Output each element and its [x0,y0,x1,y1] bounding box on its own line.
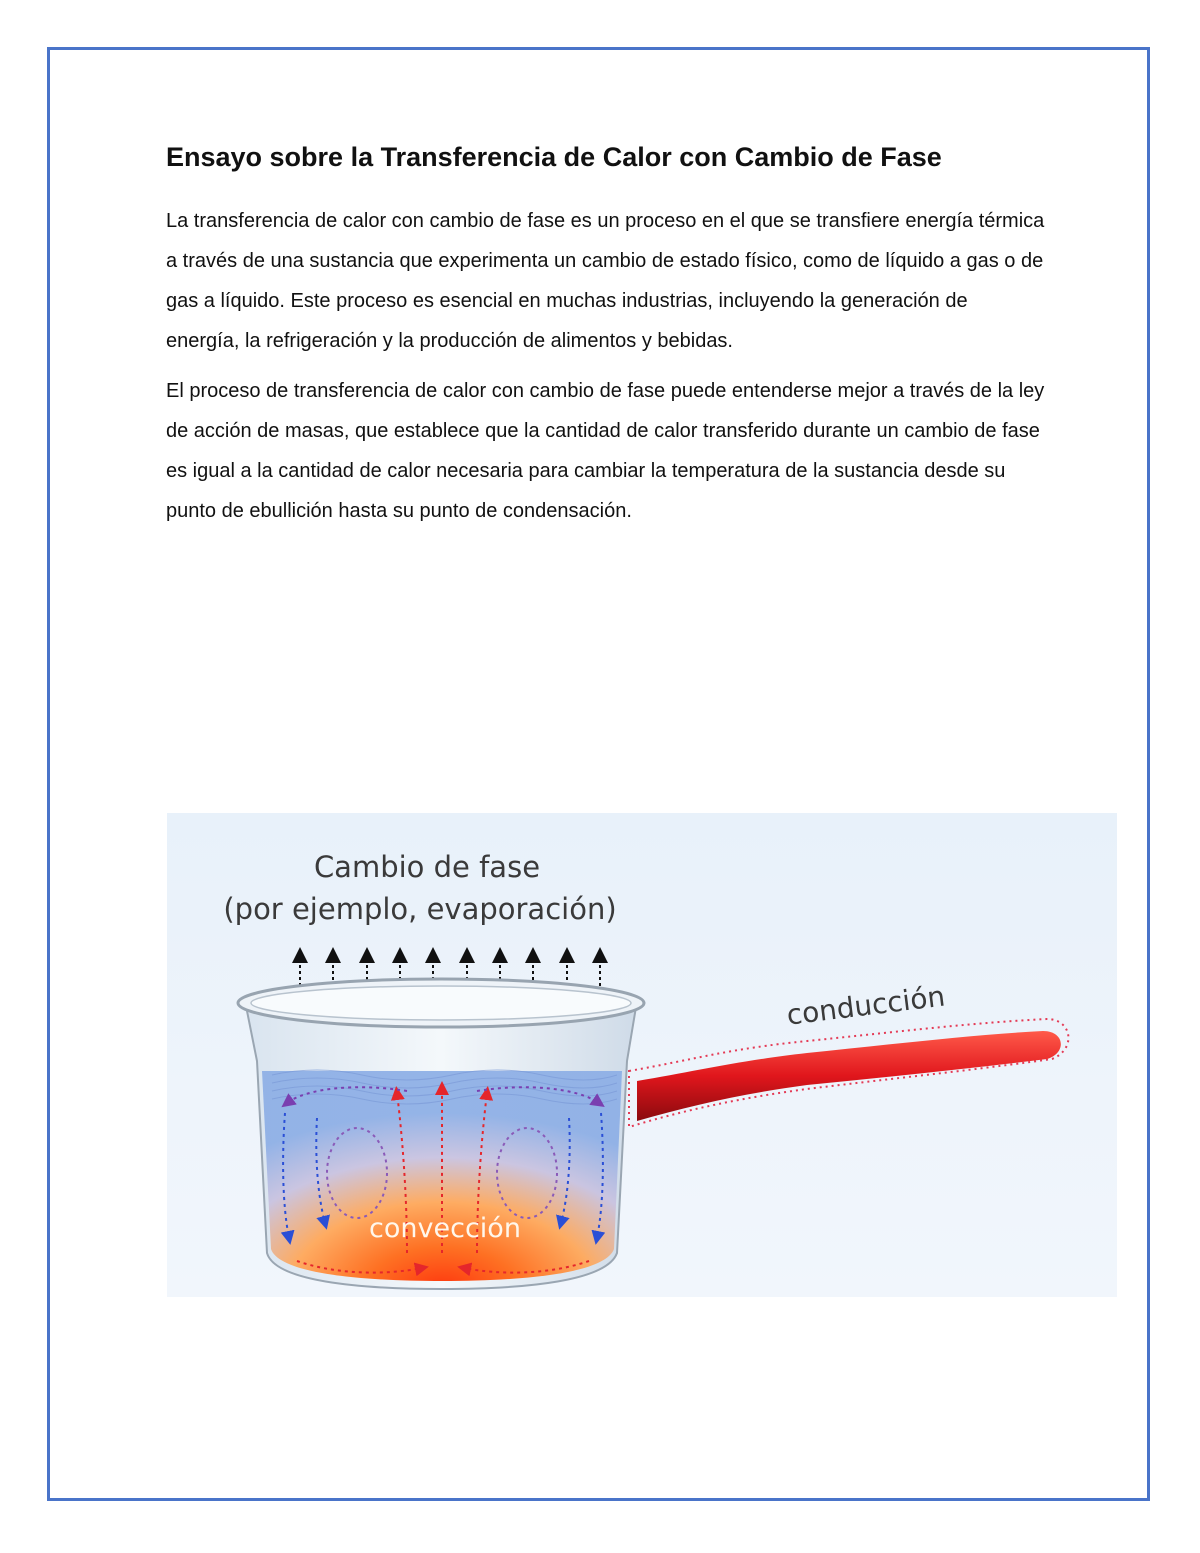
document-title: Ensayo sobre la Transferencia de Calor con Cambio de Fase [166,142,942,172]
heat-transfer-illustration [167,813,1117,1297]
phase-change-label: Cambio de fase [313,850,541,884]
paragraph-1: La transferencia de calor con cambio de fase es un proceso en el que se transfiere energía térmica a través de una sustancia que experimenta un cambio de estado físico, como de líquido a gas o de gas a líquido. Este proceso es esencial en muchas industrias, incluyendo la generación de energía, la refrigeración y la producción de alimentos y bebidas. [166,210,1045,352]
conduction-label: conducción [784,979,947,1032]
document-body [166,130,1046,531]
pot-diagram-svg [167,813,1117,1297]
convection-label: convección [369,1213,521,1244]
phase-change-example-label: (por ejemplo, evaporación) [223,892,617,926]
pan-handle [629,1019,1068,1127]
paragraph-2: El proceso de transferencia de calor con cambio de fase puede entenderse mejor a través de la ley de acción de masas, que establece que la cantidad de calor transferido durante un cambio de fase es igual a la cantidad de calor necesaria para cambiar la temperatura de la sustancia desde su punto de ebullición hasta su punto de condensación. [166,380,1045,522]
